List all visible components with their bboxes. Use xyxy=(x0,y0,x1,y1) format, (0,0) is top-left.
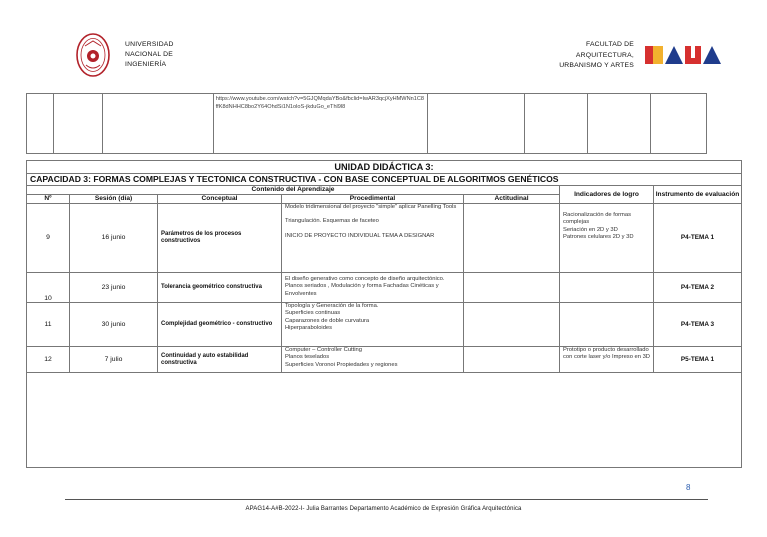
procedimental-line: Superficies Voronoi Propiedades y regiones xyxy=(285,361,398,368)
faculty-name xyxy=(540,40,634,72)
procedimental-header: Procedimental xyxy=(282,195,464,204)
row-instrumento: P5-TEMA 1 xyxy=(654,347,742,373)
indicadores-header: Indicadores de logro xyxy=(560,186,654,204)
row-number: 11 xyxy=(27,303,70,347)
table-row xyxy=(27,94,707,154)
procedimental-line: Hiperparaboloides xyxy=(285,324,333,331)
row-procedimental xyxy=(282,273,464,303)
row-conceptual: Complejidad geométrico - constructivo xyxy=(158,303,282,347)
procedimental-line: Computer – Controller Cutting xyxy=(285,347,363,353)
row-indicadores xyxy=(560,303,654,347)
procedimental-line: Topología y Generación de la forma. xyxy=(285,303,379,309)
row-session: 30 junio xyxy=(70,303,158,347)
row-actitudinal xyxy=(464,347,560,373)
row-procedimental xyxy=(282,303,464,347)
procedimental-line: Planos teselados xyxy=(285,354,330,361)
page-number: 8 xyxy=(686,483,691,492)
table-row xyxy=(27,347,742,373)
faculty-line: ARQUITECTURA, xyxy=(575,51,634,59)
row-session: 7 julio xyxy=(70,347,158,373)
conceptual-header: Conceptual xyxy=(158,195,282,204)
footer-text: APAG14-A#B-2022-I- Julia Barrantes Departamento Académico de Expresión Gráfica Arquitectónica xyxy=(245,506,522,512)
university-line: NACIONAL DE xyxy=(125,51,174,58)
row-conceptual: Parámetros de los procesos constructivos xyxy=(158,204,282,273)
n-header: Nº xyxy=(27,195,70,204)
row-conceptual: Continuidad y auto estabilidad constructiva xyxy=(158,347,282,373)
procedimental-line: INICIO DE PROYECTO INDIVIDUAL TEMA A DESIGNAR xyxy=(285,232,435,239)
table-row xyxy=(27,273,742,303)
capacity-title: CAPACIDAD 3: FORMAS COMPLEJAS Y TECTONICA CONSTRUCTIVA - CON BASE CONCEPTUAL DE ALGORITMOS GENÉTICOS xyxy=(27,174,742,186)
row-instrumento: P4-TEMA 1 xyxy=(654,204,742,273)
indicador-line: Racionalización de formas complejas xyxy=(563,212,631,226)
row-procedimental xyxy=(282,347,464,373)
row-number: 10 xyxy=(27,273,70,303)
row-number: 9 xyxy=(27,204,70,273)
procedimental-line: Caparazones de doble curvatura xyxy=(285,317,370,324)
unit-title: UNIDAD DIDÁCTICA 3: xyxy=(27,161,742,174)
unit-3-table xyxy=(26,160,742,468)
university-line: UNIVERSIDAD xyxy=(125,41,174,48)
university-line: INGENIERÍA xyxy=(125,61,167,68)
sesion-header: Sesión (día) xyxy=(70,195,158,204)
empty-row xyxy=(27,373,742,468)
header-row-1 xyxy=(27,186,742,195)
row-indicadores xyxy=(560,273,654,303)
row-indicadores xyxy=(560,347,654,373)
previous-table-fragment xyxy=(26,93,707,154)
table-title-row xyxy=(27,161,742,174)
university-seal-logo xyxy=(75,32,111,78)
row-instrumento: P4-TEMA 3 xyxy=(654,303,742,347)
row-session: 16 junio xyxy=(70,204,158,273)
table-row xyxy=(27,204,742,273)
actitudinal-header: Actitudinal xyxy=(464,195,560,204)
procedimental-line: El diseño generativo como concepto de diseño arquitectónico. Planos seriados , Modulación y forma Fachadas Cinéticas y Envolventes xyxy=(285,276,445,297)
indicador-line: Seriación en 2D y 3D xyxy=(563,226,618,233)
university-name xyxy=(125,40,174,70)
row-indicadores xyxy=(560,204,654,273)
row-number: 12 xyxy=(27,347,70,373)
faua-logo xyxy=(645,44,723,66)
indicador-line: Prototipo o producto desarrollado con corte laser y/o Impreso en 3D xyxy=(563,347,650,361)
row-actitudinal xyxy=(464,303,560,347)
faculty-line: URBANISMO Y ARTES xyxy=(559,62,634,69)
row-session: 23 junio xyxy=(70,273,158,303)
footer-divider xyxy=(65,499,708,500)
row-actitudinal xyxy=(464,273,560,303)
youtube-link-text: https://www.youtube.com/watch?v=5GJQMqdaYBo&fbclid=IwAR3qcjXyHMWNn1C8ffK8dNHHC8bo2Y64OhdSi1N1oloS-jkduGo_eThl9l8 xyxy=(213,94,428,154)
procedimental-line: Modelo tridimensional del proyecto "simple" aplicar Panelling Tools xyxy=(285,204,457,210)
indicador-line: Patrones celulares 2D y 3D xyxy=(563,233,634,240)
row-conceptual: Tolerancia geométrico constructiva xyxy=(158,273,282,303)
table-row xyxy=(27,303,742,347)
row-instrumento: P4-TEMA 2 xyxy=(654,273,742,303)
contenido-header: Contenido del Aprendizaje xyxy=(27,186,560,195)
row-actitudinal xyxy=(464,204,560,273)
capacity-row xyxy=(27,174,742,186)
instrumento-header: Instrumento de evaluación xyxy=(654,186,742,204)
procedimental-line: Superficies continuas xyxy=(285,310,341,317)
faculty-line: FACULTAD DE xyxy=(585,41,634,48)
row-procedimental xyxy=(282,204,464,273)
procedimental-line: Triangulación. Esquemas de faceteo xyxy=(285,218,379,225)
